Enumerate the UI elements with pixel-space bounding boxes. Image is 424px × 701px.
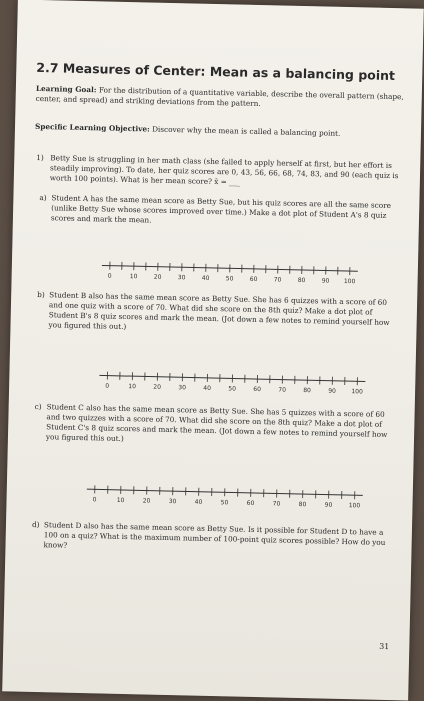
tick-label: 40 xyxy=(203,385,211,392)
tick-label: 30 xyxy=(169,498,177,505)
question-1d-label: d) xyxy=(31,520,44,550)
tick-label: 30 xyxy=(178,384,186,391)
page-number: 31 xyxy=(379,642,389,651)
tick-label: 70 xyxy=(278,386,286,393)
tick-label: 50 xyxy=(226,275,234,282)
tick-label: 10 xyxy=(130,273,138,280)
question-1 xyxy=(36,153,405,191)
tick-label: 0 xyxy=(93,496,97,503)
tick-label: 100 xyxy=(351,388,363,395)
tick-label: 90 xyxy=(328,388,336,395)
learning-goal xyxy=(36,84,406,112)
number-line-b xyxy=(93,369,373,397)
question-1b-text: Student B also has the same mean score as Betty Sue. She has 6 quizzes with a score of 60 and one quiz with a score of 70. What did she score on the 8th quiz? Make a dot plot of Student B's 8 quiz scores and mark the mean. (Jot down a few notes to remind yourself how you figured this out.) xyxy=(48,290,395,338)
question-1a xyxy=(39,193,400,231)
tick-label: 90 xyxy=(325,502,333,509)
tick-label: 100 xyxy=(349,502,361,509)
tick-label: 80 xyxy=(303,387,311,394)
objective-text: Discover why the mean is called a balancing point. xyxy=(152,125,340,138)
tick-label: 30 xyxy=(178,274,186,281)
worksheet-page xyxy=(2,0,424,701)
question-1b-label: b) xyxy=(36,290,49,330)
page-title: 2.7 Measures of Center: Mean as a balancing point xyxy=(36,60,406,83)
question-1-text: Betty Sue is struggling in her math class (she failed to apply herself at first, but her effort is steadily improving). To date, her quiz scores are 0, 43, 56, 66, 68, 74, 83, and 90 (each quiz is worth 100 points). What is her mean score? x̄ = ___ xyxy=(50,153,405,191)
tick-label: 10 xyxy=(128,383,136,390)
objective-label: Specific Learning Objective: xyxy=(35,122,150,134)
tick-label: 40 xyxy=(202,275,210,282)
tick-label: 10 xyxy=(117,497,125,504)
tick-label: 20 xyxy=(143,497,151,504)
tick-label: 80 xyxy=(298,277,306,284)
question-1a-label: a) xyxy=(39,193,52,223)
tick-label: 60 xyxy=(247,500,255,507)
tick-label: 100 xyxy=(344,278,356,285)
tick-label: 0 xyxy=(105,383,109,390)
question-1-number: 1) xyxy=(36,153,44,163)
tick-label: 90 xyxy=(322,277,330,284)
tick-label: 60 xyxy=(253,386,261,393)
tick-label: 20 xyxy=(153,384,161,391)
learning-objective xyxy=(35,122,405,140)
tick-label: 60 xyxy=(250,276,258,283)
question-1a-text: Student A has the same mean score as Betty Sue, but his quiz scores are all the same score (unlike Betty Sue whose scores improved over time.) Make a dot plot of Student A's 8 quiz scores and mark the mean. xyxy=(51,193,400,231)
learning-goal-label: Learning Goal: xyxy=(36,84,97,94)
tick-label: 20 xyxy=(154,274,162,281)
tick-label: 70 xyxy=(274,276,282,283)
tick-label: 0 xyxy=(108,273,112,280)
tick-label: 70 xyxy=(273,500,281,507)
question-1c xyxy=(34,402,393,450)
tick-label: 50 xyxy=(221,499,229,506)
question-1c-text: Student C also has the same mean score as Betty Sue. She has 5 quizzes with a score of 60 and two quizzes with a score of 70. What did she score on the 8th quiz? Make a dot plot of Student C's 8 quiz scores and mark the mean. (Jot down a few notes to remind yourself how you figured this out.) xyxy=(46,402,393,450)
question-1d xyxy=(31,520,390,558)
tick-label: 40 xyxy=(195,499,203,506)
learning-goal-text: For the distribution of a quantitative variable, describe the overall pattern (shape, center, and spread) and striking deviations from the pattern. xyxy=(36,85,404,108)
tick-label: 50 xyxy=(228,385,236,392)
question-1c-label: c) xyxy=(34,402,47,442)
question-1d-text: Student D also has the same mean score as Betty Sue. Is it possible for Student D to have a 100 on a quiz? What is the maximum number of 100-point quiz scores possible? How do you know? xyxy=(43,520,390,558)
question-1b xyxy=(36,290,395,338)
number-line-c xyxy=(80,483,370,512)
number-line-a xyxy=(96,259,366,287)
tick-label: 80 xyxy=(299,501,307,508)
